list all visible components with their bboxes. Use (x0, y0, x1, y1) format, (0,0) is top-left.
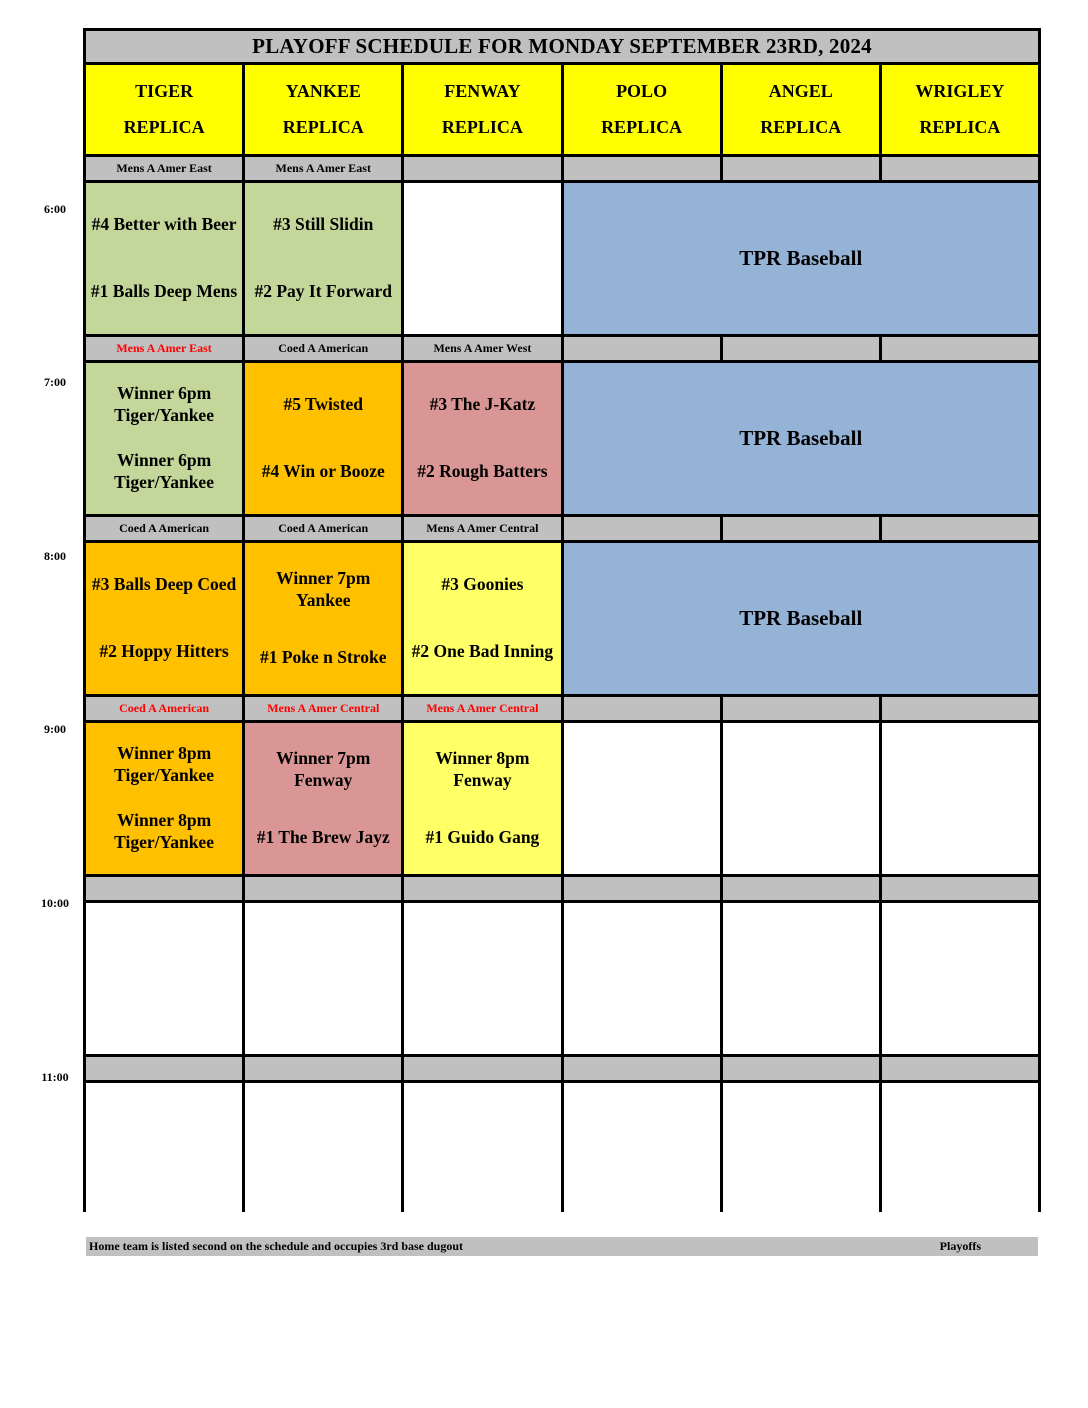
empty-slot (564, 903, 720, 1054)
home-team: #2 One Bad Inning (411, 641, 554, 662)
division-label (86, 877, 242, 900)
away-team: Winner 7pm Fenway (276, 748, 371, 791)
division-label (882, 157, 1038, 180)
division-label (245, 1057, 401, 1080)
division-label (882, 697, 1038, 720)
empty-slot (245, 1083, 401, 1234)
time-label-6pm: 6:00 (44, 202, 66, 216)
time-label-11pm: 11:00 (41, 1070, 69, 1084)
home-team: Winner 6pm Tiger/Yankee (114, 450, 214, 493)
empty-slot (245, 903, 401, 1054)
division-label: Coed A American (86, 697, 242, 720)
division-label (723, 157, 879, 180)
field-header-yankee (245, 65, 401, 154)
field-sub: REPLICA (282, 117, 364, 138)
field-header-fenway (404, 65, 560, 154)
empty-slot (564, 1083, 720, 1234)
division-label: Coed A American (245, 517, 401, 540)
empty-slot (723, 723, 879, 874)
game-cell (86, 363, 242, 514)
field-header-polo (564, 65, 720, 154)
away-team: #3 Balls Deep Coed (91, 573, 237, 594)
division-label (723, 877, 879, 900)
game-cell (86, 723, 242, 874)
division-label (564, 877, 720, 900)
division-label: Mens A Amer Central (404, 517, 560, 540)
away-team: #3 Goonies (441, 573, 524, 594)
field-name: YANKEE (285, 80, 361, 101)
division-label (723, 1057, 879, 1080)
away-team: #4 Better with Beer (91, 213, 237, 234)
empty-slot (86, 1083, 242, 1234)
home-team: #1 The Brew Jayz (256, 826, 390, 847)
division-label: Mens A Amer East (245, 157, 401, 180)
home-team: #1 Balls Deep Mens (90, 281, 238, 302)
away-team: Winner 8pm Fenway (435, 748, 530, 791)
away-team: Winner 8pm Tiger/Yankee (114, 742, 214, 785)
division-label (882, 877, 1038, 900)
empty-slot (86, 903, 242, 1054)
field-sub: REPLICA (441, 117, 523, 138)
empty-slot (723, 903, 879, 1054)
away-team: Winner 6pm Tiger/Yankee (114, 382, 214, 425)
game-cell (404, 723, 560, 874)
game-cell (86, 543, 242, 694)
game-cell (245, 543, 401, 694)
empty-slot (564, 723, 720, 874)
empty-slot (404, 903, 560, 1054)
division-label: Mens A Amer Central (404, 697, 560, 720)
field-sub: REPLICA (123, 117, 205, 138)
time-label-7pm: 7:00 (44, 375, 66, 389)
footer-tag: Playoffs (939, 1239, 981, 1253)
home-team: #4 Win or Booze (261, 461, 385, 482)
reserved-block: TPR Baseball (564, 183, 1039, 334)
division-label (723, 337, 879, 360)
division-label (404, 157, 560, 180)
schedule-grid (83, 28, 1041, 1253)
time-label-8pm: 8:00 (44, 549, 66, 563)
empty-slot (723, 1083, 879, 1234)
game-cell (86, 183, 242, 334)
away-team: Winner 7pm Yankee (276, 568, 371, 611)
footer-bar (86, 1237, 1038, 1256)
division-label: Coed A American (245, 337, 401, 360)
field-header-angel (723, 65, 879, 154)
division-label (564, 517, 720, 540)
division-label (245, 877, 401, 900)
away-team: #5 Twisted (283, 393, 364, 414)
home-team: #1 Guido Gang (425, 826, 540, 847)
division-label (564, 697, 720, 720)
reserved-block: TPR Baseball (564, 543, 1039, 694)
field-header-tiger (86, 65, 242, 154)
reserved-block: TPR Baseball (564, 363, 1039, 514)
division-label (404, 1057, 560, 1080)
game-cell (404, 543, 560, 694)
division-label (564, 337, 720, 360)
empty-slot (404, 183, 560, 334)
empty-slot (404, 1083, 560, 1234)
home-team: #2 Hoppy Hitters (99, 641, 229, 662)
division-label (86, 1057, 242, 1080)
home-team: Winner 8pm Tiger/Yankee (114, 810, 214, 853)
field-sub: REPLICA (919, 117, 1001, 138)
game-cell (245, 183, 401, 334)
footer-note: Home team is listed second on the schedule and occupies 3rd base dugout (89, 1239, 464, 1253)
schedule-title: PLAYOFF SCHEDULE FOR MONDAY SEPTEMBER 23RD, 2024 (86, 31, 1038, 62)
division-label (723, 517, 879, 540)
division-label (564, 1057, 720, 1080)
division-label: Mens A Amer West (404, 337, 560, 360)
field-name: WRIGLEY (915, 80, 1005, 101)
empty-slot (882, 903, 1038, 1054)
game-cell (245, 363, 401, 514)
field-name: POLO (616, 80, 668, 101)
division-label: Coed A American (86, 517, 242, 540)
away-team: #3 The J-Katz (429, 393, 536, 414)
field-sub: REPLICA (601, 117, 683, 138)
field-header-wrigley (882, 65, 1038, 154)
time-label-10pm: 10:00 (41, 896, 69, 910)
home-team: #2 Pay It Forward (254, 281, 393, 302)
division-label (882, 517, 1038, 540)
empty-slot (882, 723, 1038, 874)
division-label: Mens A Amer Central (245, 697, 401, 720)
game-cell (404, 363, 560, 514)
division-label: Mens A Amer East (86, 337, 242, 360)
field-name: TIGER (135, 80, 194, 101)
division-label (564, 157, 720, 180)
division-label (723, 697, 879, 720)
home-team: #2 Rough Batters (417, 461, 548, 482)
division-label: Mens A Amer East (86, 157, 242, 180)
time-label-9pm: 9:00 (44, 722, 66, 736)
field-name: ANGEL (768, 80, 833, 101)
away-team: #3 Still Slidin (273, 213, 374, 234)
division-label (404, 877, 560, 900)
empty-slot (882, 1083, 1038, 1234)
field-sub: REPLICA (760, 117, 842, 138)
game-cell (245, 723, 401, 874)
division-label (882, 1057, 1038, 1080)
division-label (882, 337, 1038, 360)
home-team: #1 Poke n Stroke (259, 646, 387, 667)
field-name: FENWAY (444, 80, 521, 101)
